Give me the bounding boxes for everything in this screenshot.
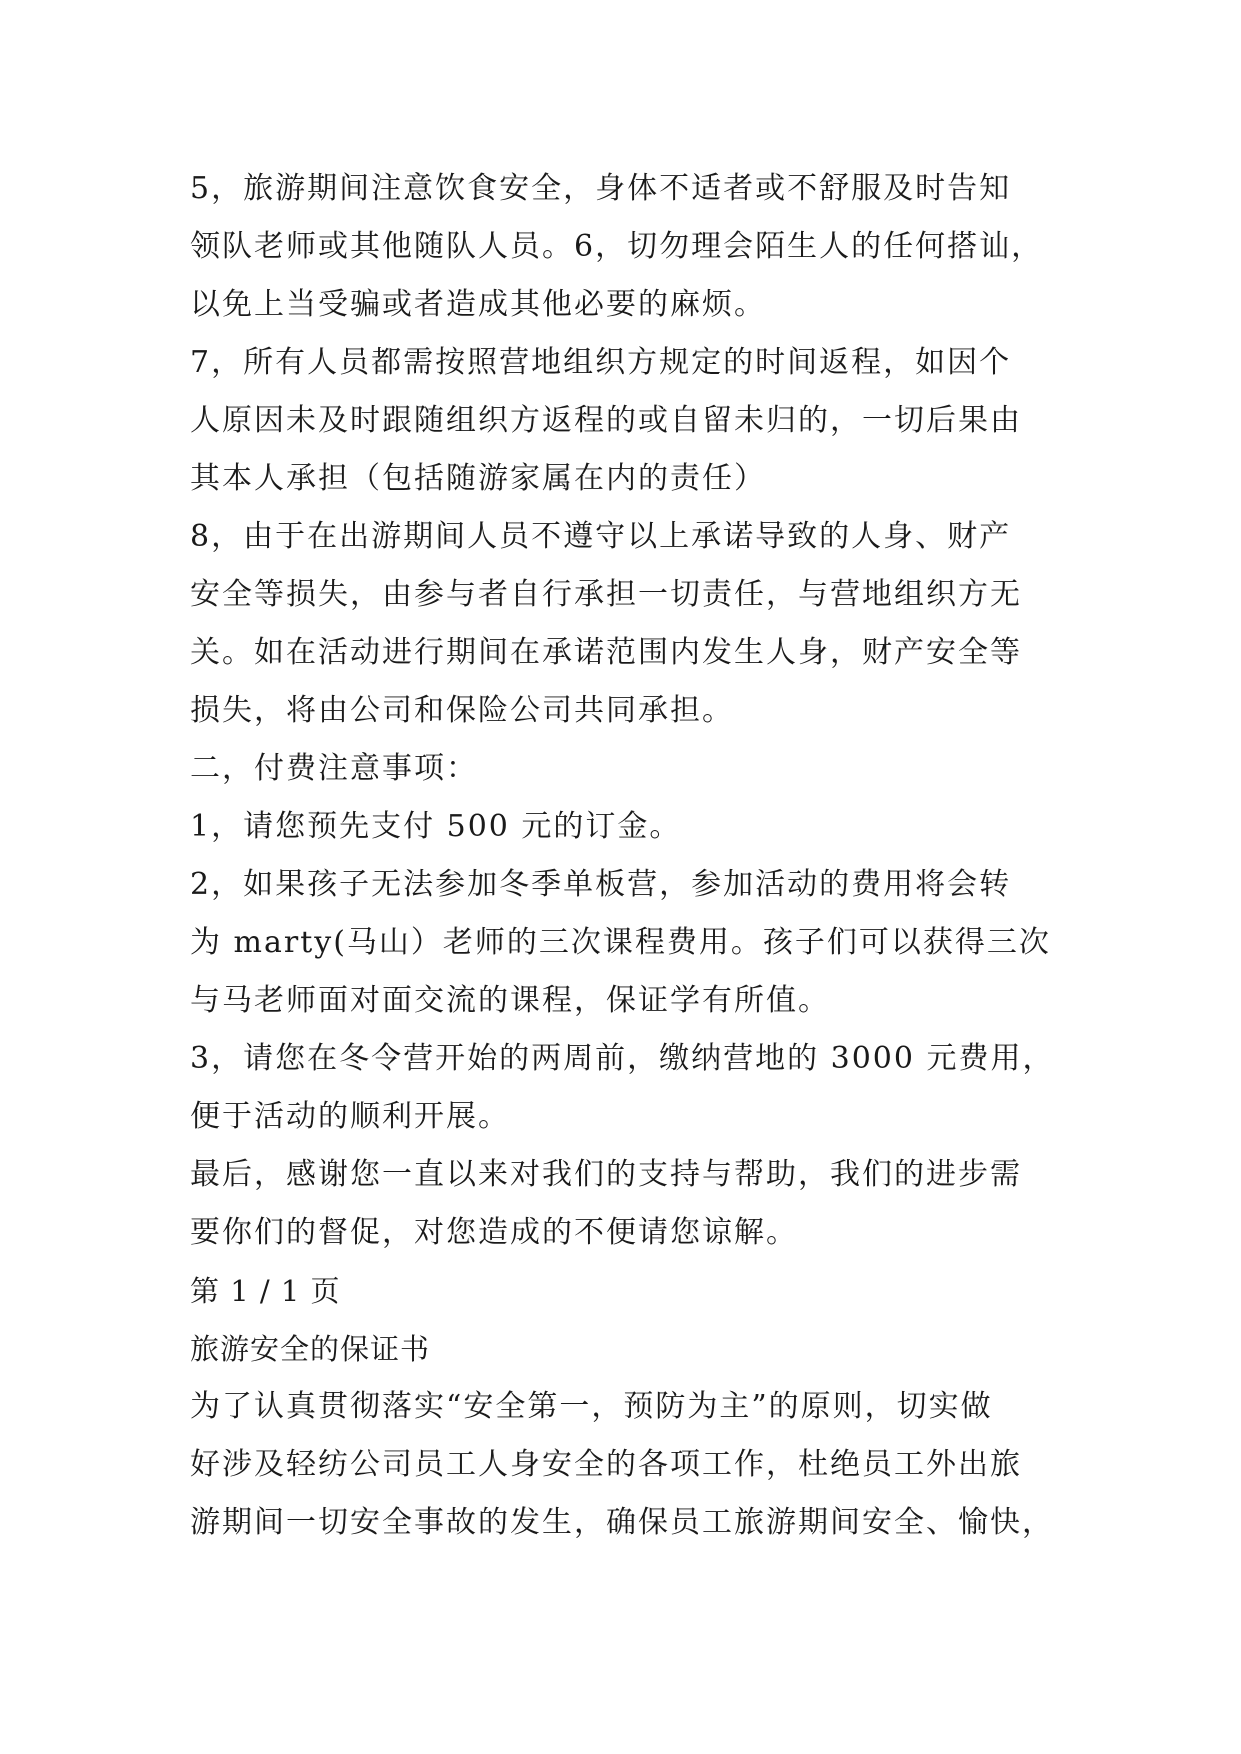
text-line: 便于活动的顺利开展。 (190, 1099, 510, 1134)
text-line: 损失，将由公司和保险公司共同承担。 (190, 693, 734, 728)
text-line: 人原因未及时跟随组织方返程的或自留未归的，一切后果由 (190, 403, 1022, 438)
text-line: 好涉及轻纺公司员工人身安全的各项工作，杜绝员工外出旅 (190, 1447, 1022, 1482)
text-line: 8，由于在出游期间人员不遵守以上承诺导致的人身、财产 (190, 519, 1012, 554)
text-line: 最后，感谢您一直以来对我们的支持与帮助，我们的进步需 (190, 1157, 1022, 1192)
text-line: 领队老师或其他随队人员。6，切勿理会陌生人的任何搭讪， (190, 229, 1044, 264)
text-line: 与马老师面对面交流的课程，保证学有所值。 (190, 983, 830, 1018)
document-title: 旅游安全的保证书 (190, 1332, 431, 1366)
text-line: 3，请您在冬令营开始的两周前，缴纳营地的 3000 元费用， (190, 1041, 1055, 1076)
text-line: 为了认真贯彻落实“安全第一，预防为主”的原则，切实做 (190, 1389, 993, 1424)
text-line: 7，所有人员都需按照营地组织方规定的时间返程，如因个 (190, 345, 1012, 380)
section-heading: 二，付费注意事项： (190, 751, 478, 786)
text-line: 游期间一切安全事故的发生，确保员工旅游期间安全、愉快， (190, 1505, 1054, 1540)
text-line: 其本人承担（包括随游家属在内的责任） (190, 461, 766, 496)
text-line: 5，旅游期间注意饮食安全，身体不适者或不舒服及时告知 (190, 171, 1012, 206)
document-page (190, 160, 1060, 1552)
text-line: 为 marty(马山）老师的三次课程费用。孩子们可以获得三次 (190, 925, 1051, 960)
text-line: 以免上当受骗或者造成其他必要的麻烦。 (190, 287, 766, 322)
text-line: 安全等损失，由参与者自行承担一切责任，与营地组织方无 (190, 577, 1022, 612)
text-line: 要你们的督促，对您造成的不便请您谅解。 (190, 1215, 798, 1250)
text-line: 2，如果孩子无法参加冬季单板营，参加活动的费用将会转 (190, 867, 1012, 902)
text-line: 1，请您预先支付 500 元的订金。 (190, 809, 682, 844)
text-line: 关。如在活动进行期间在承诺范围内发生人身，财产安全等 (190, 635, 1022, 670)
page-number: 第 1 / 1 页 (190, 1274, 341, 1308)
